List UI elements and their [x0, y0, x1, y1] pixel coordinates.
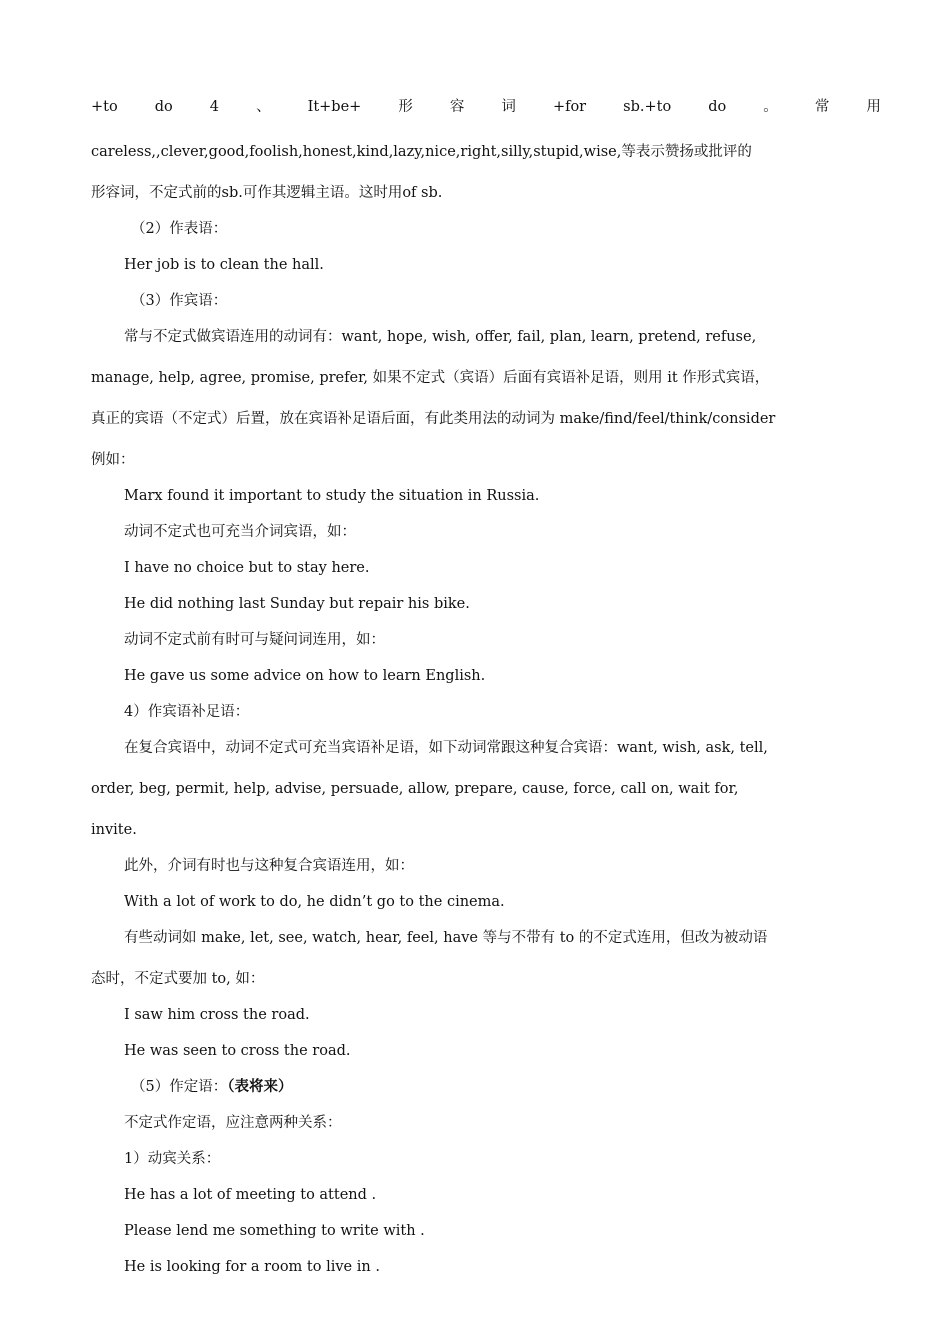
- passive-paragraph-line-2: 态时，不定式要加 to, 如：: [91, 971, 265, 987]
- section-heading-object: （3）作宾语：: [131, 293, 228, 309]
- note-text: 不定式作定语，应注意两种关系：: [124, 1115, 342, 1131]
- example-sentence: He gave us some advice on how to learn English.: [124, 668, 486, 684]
- token: 、: [256, 99, 271, 115]
- paragraph-line-2: careless,,clever,good,foolish,honest,kind,lazy,nice,right,silly,stupid,wise,等表示赞扬或批评的: [91, 144, 752, 160]
- paragraph-line-3: 形容词，不定式前的sb.可作其逻辑主语。这时用of sb.: [91, 185, 443, 201]
- example-sentence: He did nothing last Sunday but repair his bike.: [124, 596, 470, 612]
- complement-paragraph-line-3: invite.: [91, 822, 137, 838]
- object-paragraph-line-3: 真正的宾语（不定式）后置，放在宾语补足语后面，有此类用法的动词为 make/find/feel/think/consider: [91, 411, 776, 427]
- section-heading-attributive: [91, 1076, 292, 1098]
- token: 词: [501, 99, 516, 115]
- complement-paragraph-line-2: order, beg, permit, help, advise, persuade, allow, prepare, cause, force, call on, wait for,: [91, 781, 739, 797]
- token: 形: [398, 99, 413, 115]
- passive-paragraph-line-1: 有些动词如 make, let, see, watch, hear, feel, have 等与不带有 to 的不定式连用，但改为被动语: [124, 930, 768, 946]
- example-sentence: He has a lot of meeting to attend .: [124, 1187, 377, 1203]
- token: 。: [763, 99, 778, 115]
- object-paragraph-line-2: manage, help, agree, promise, prefer, 如果不定式（宾语）后面有宾语补足语，则用 it 作形式宾语，: [91, 370, 770, 386]
- token: +to: [91, 99, 118, 115]
- token: 4: [209, 99, 220, 115]
- section-heading-predicative: （2）作表语：: [131, 221, 228, 237]
- example-sentence: With a lot of work to do, he didn’t go to the cinema.: [124, 894, 505, 910]
- note-text: 动词不定式前有时可与疑问词连用，如：: [124, 632, 385, 648]
- example-sentence: I saw him cross the road.: [124, 1007, 310, 1023]
- note-text: 动词不定式也可充当介词宾语，如：: [124, 524, 356, 540]
- object-paragraph-line-4: 例如：: [91, 452, 135, 468]
- example-sentence: He was seen to cross the road.: [124, 1043, 351, 1059]
- token: do: [708, 99, 727, 115]
- heading-emphasis: （表将来）: [227, 1079, 293, 1095]
- token: +for: [552, 99, 587, 115]
- token: 容: [449, 99, 465, 115]
- example-sentence: Marx found it important to study the situation in Russia.: [124, 488, 540, 504]
- object-paragraph-line-1: 常与不定式做宾语连用的动词有：want, hope, wish, offer, fail, plan, learn, pretend, refuse,: [124, 329, 757, 345]
- complement-paragraph-line-1: 在复合宾语中，动词不定式可充当宾语补足语，如下动词常跟这种复合宾语：want, wish, ask, tell,: [124, 740, 768, 756]
- token: do: [154, 99, 173, 115]
- token: It+be+: [307, 99, 362, 115]
- example-sentence: Please lend me something to write with .: [124, 1223, 425, 1239]
- token: sb.+to: [623, 99, 672, 115]
- token: 常: [814, 99, 830, 115]
- example-sentence: I have no choice but to stay here.: [124, 560, 370, 576]
- note-text: 此外，介词有时也与这种复合宾语连用，如：: [124, 858, 414, 874]
- example-sentence: He is looking for a room to live in .: [124, 1259, 380, 1275]
- heading-text: （5）作定语：: [131, 1079, 228, 1095]
- paragraph-line-1: [91, 96, 881, 118]
- subheading: 1）动宾关系：: [124, 1151, 221, 1167]
- token: 用: [866, 99, 881, 115]
- section-heading-complement: 4）作宾语补足语：: [124, 704, 250, 720]
- example-sentence: Her job is to clean the hall.: [124, 257, 324, 273]
